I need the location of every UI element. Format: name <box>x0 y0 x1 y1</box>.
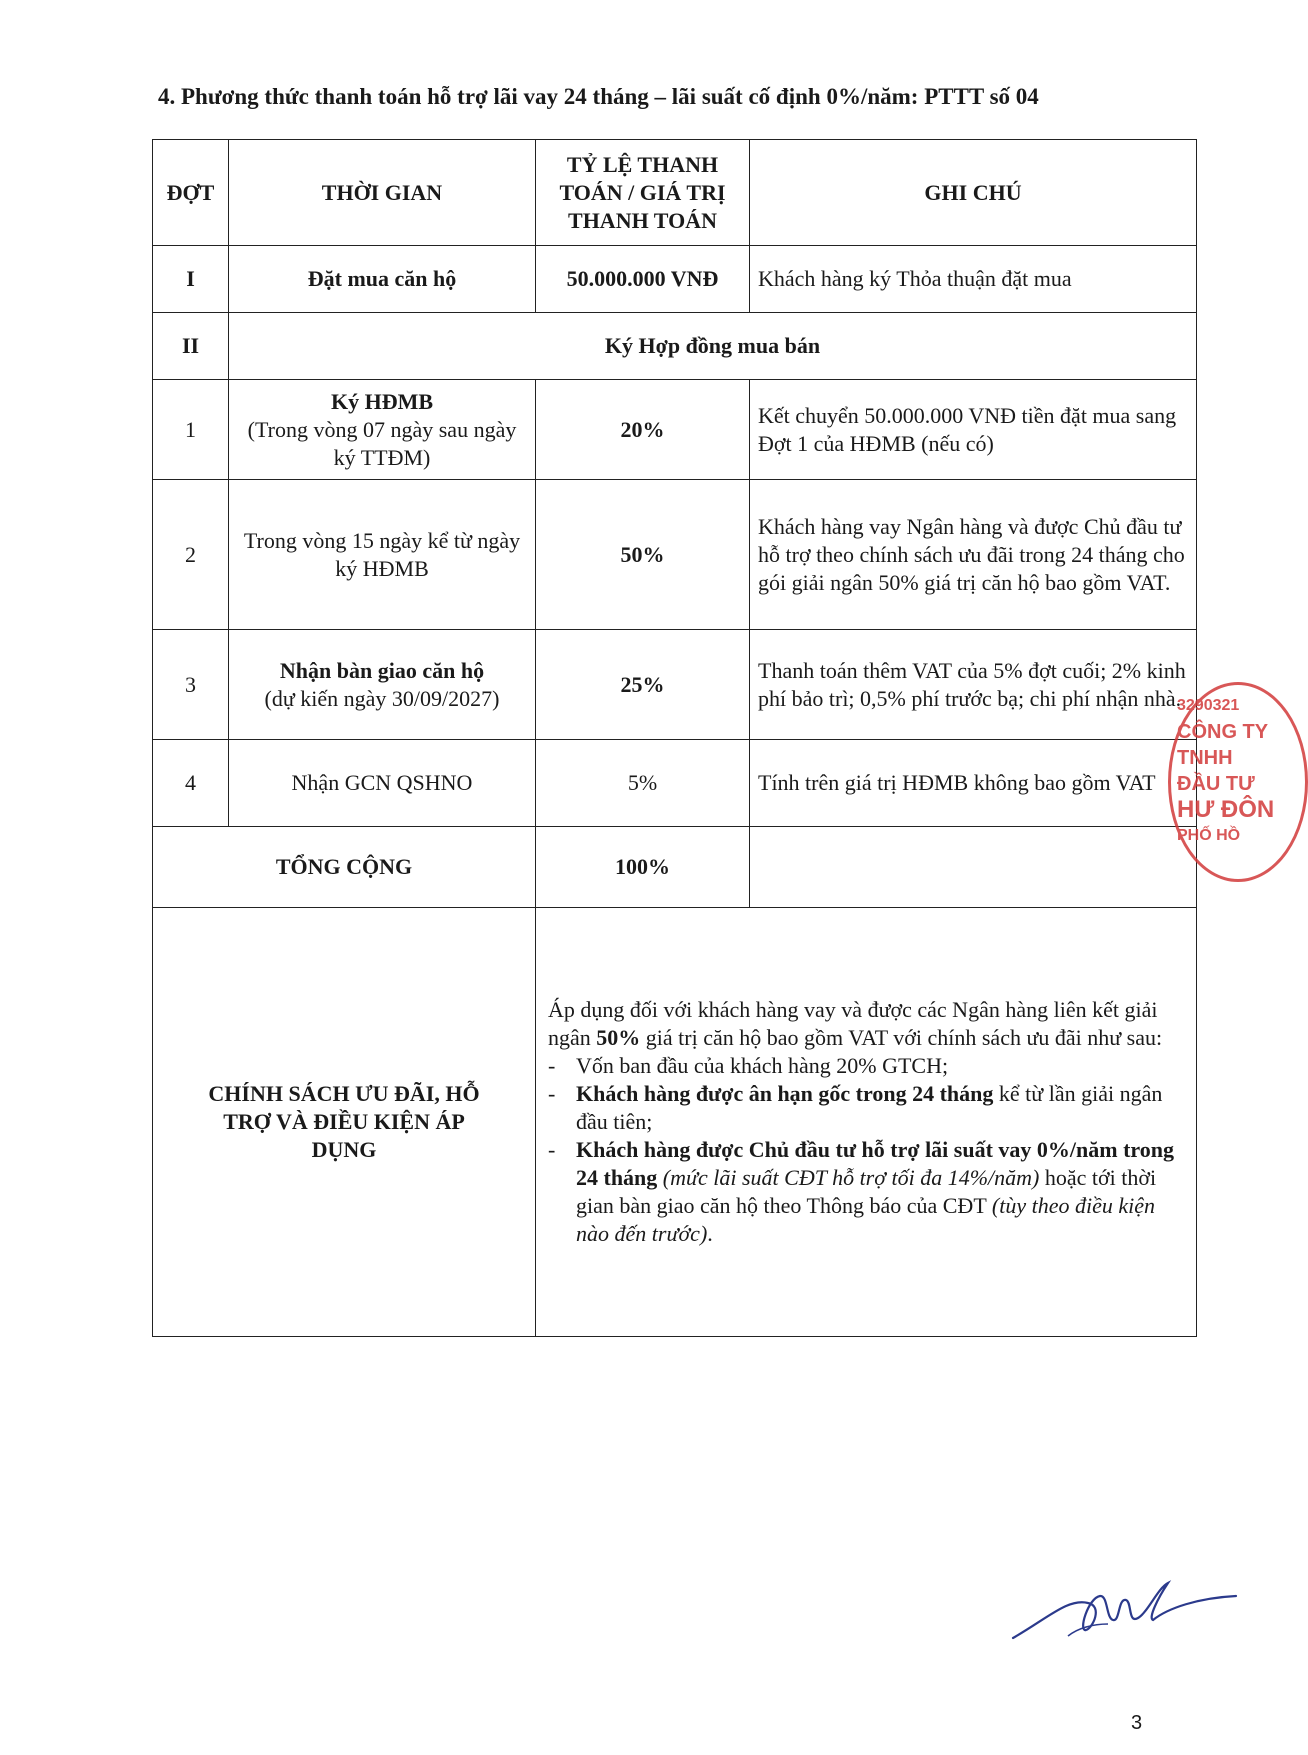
table-row <box>153 740 1197 827</box>
stamp-line: TNHH <box>1177 747 1233 769</box>
cell-ty-le: 20% <box>536 380 750 480</box>
cell-ghi-chu: Kết chuyển 50.000.000 VNĐ tiền đặt mua sang Đợt 1 của HĐMB (nếu có) <box>750 380 1197 480</box>
table-header-row <box>153 140 1197 246</box>
cell-ghi-chu: Khách hàng vay Ngân hàng và được Chủ đầu tư hỗ trợ theo chính sách ưu đãi trong 24 tháng cho gói giải ngân 50% giá trị căn hộ bao gồm VAT. <box>750 480 1197 630</box>
policy-item-text: . <box>707 1221 713 1246</box>
policy-row <box>153 908 1197 1337</box>
cell-ty-le: 50% <box>536 480 750 630</box>
policy-content <box>536 908 1197 1337</box>
cell-thoi-gian-detail: (dự kiến ngày 30/09/2027) <box>264 685 500 711</box>
cell-ghi-chu: Khách hàng ký Thỏa thuận đặt mua <box>750 246 1197 313</box>
policy-intro-text: Áp dụng đối với khách hàng vay và được các Ngân hàng liên kết giải ngân <box>548 997 1158 1050</box>
header-dot: ĐỢT <box>153 140 229 246</box>
stamp-line: PHỐ HỒ <box>1177 827 1241 844</box>
cell-thoi-gian <box>229 380 536 480</box>
policy-label: CHÍNH SÁCH ƯU ĐÃI, HỖ TRỢ VÀ ĐIỀU KIỆN ÁP DỤNG <box>153 908 536 1337</box>
cell-ty-le: 25% <box>536 630 750 740</box>
stamp-line: 3290321 <box>1177 697 1240 714</box>
cell-thoi-gian: Trong vòng 15 ngày kể từ ngày ký HĐMB <box>229 480 536 630</box>
table-row <box>153 380 1197 480</box>
total-label: TỔNG CỘNG <box>153 827 536 908</box>
cell-dot: 2 <box>153 480 229 630</box>
policy-item-text: Vốn ban đầu của khách hàng 20% GTCH; <box>576 1053 949 1078</box>
cell-dot: I <box>153 246 229 313</box>
section-heading: 4. Phương thức thanh toán hỗ trợ lãi vay 24 tháng – lãi suất cố định 0%/năm: PTTT số 04 <box>158 84 1039 109</box>
cell-contract-label: Ký Hợp đồng mua bán <box>229 313 1197 380</box>
cell-ghi-chu: Tính trên giá trị HĐMB không bao gồm VAT <box>750 740 1197 827</box>
cell-thoi-gian-title: Nhận bàn giao căn hộ <box>279 657 485 683</box>
cell-dot: 4 <box>153 740 229 827</box>
cell-thoi-gian <box>229 630 536 740</box>
table-row <box>153 313 1197 380</box>
policy-item-italic: (mức lãi suất CĐT hỗ trợ tối đa 14%/năm) <box>662 1165 1040 1190</box>
payment-schedule-table <box>152 139 1197 1337</box>
policy-item-bold: Khách hàng được Chủ đầu tư hỗ trợ lãi suất vay 0%/năm trong 24 tháng <box>576 1137 1175 1190</box>
table-row <box>153 630 1197 740</box>
cell-ty-le: 5% <box>536 740 750 827</box>
company-seal-stamp <box>1168 682 1308 882</box>
policy-item-bold: Khách hàng được ân hạn gốc trong 24 tháng <box>576 1081 994 1106</box>
dash: - <box>548 1081 556 1106</box>
dash: - <box>548 1137 556 1162</box>
page-number: 3 <box>1131 1712 1143 1734</box>
total-note-empty <box>750 827 1197 908</box>
policy-item-text: hoặc tới thời gian bàn giao căn hộ theo Thông báo của CĐT <box>576 1165 1157 1218</box>
policy-intro-bold: 50% <box>596 1025 641 1050</box>
dash: - <box>548 1053 556 1078</box>
policy-intro <box>548 996 1184 1052</box>
policy-item-3 <box>548 1136 1184 1248</box>
policy-item-text: kể từ lần giải ngân đầu tiên; <box>576 1081 1163 1134</box>
cell-ty-le: 50.000.000 VNĐ <box>536 246 750 313</box>
table-row <box>153 480 1197 630</box>
cell-dot: 1 <box>153 380 229 480</box>
total-row <box>153 827 1197 908</box>
signature-icon <box>1008 1558 1238 1648</box>
stamp-line: ĐẦU TƯ <box>1177 773 1255 795</box>
cell-dot: II <box>153 313 229 380</box>
header-ty-le: TỶ LỆ THANH TOÁN / GIÁ TRỊ THANH TOÁN <box>536 140 750 246</box>
cell-thoi-gian: Nhận GCN QSHNO <box>229 740 536 827</box>
cell-thoi-gian-title: Ký HĐMB <box>330 388 434 414</box>
cell-dot: 3 <box>153 630 229 740</box>
cell-thoi-gian-detail: (Trong vòng 07 ngày sau ngày ký TTĐM) <box>247 416 517 470</box>
stamp-line: CÔNG TY <box>1177 721 1269 743</box>
policy-item-1 <box>548 1052 1184 1080</box>
total-value: 100% <box>536 827 750 908</box>
stamp-line: HƯ ĐÔN <box>1177 796 1275 823</box>
header-thoi-gian: THỜI GIAN <box>229 140 536 246</box>
policy-intro-text-2: giá trị căn hộ bao gồm VAT với chính sách ưu đãi như sau: <box>640 1025 1163 1050</box>
header-ghi-chu: GHI CHÚ <box>750 140 1197 246</box>
cell-thoi-gian: Đặt mua căn hộ <box>229 246 536 313</box>
table-row <box>153 246 1197 313</box>
policy-item-2 <box>548 1080 1184 1136</box>
cell-ghi-chu: Thanh toán thêm VAT của 5% đợt cuối; 2% kinh phí bảo trì; 0,5% phí trước bạ; chi phí nhận nhà. <box>750 630 1197 740</box>
policy-item-italic: (tùy theo điều kiện nào đến trước) <box>576 1193 1155 1246</box>
